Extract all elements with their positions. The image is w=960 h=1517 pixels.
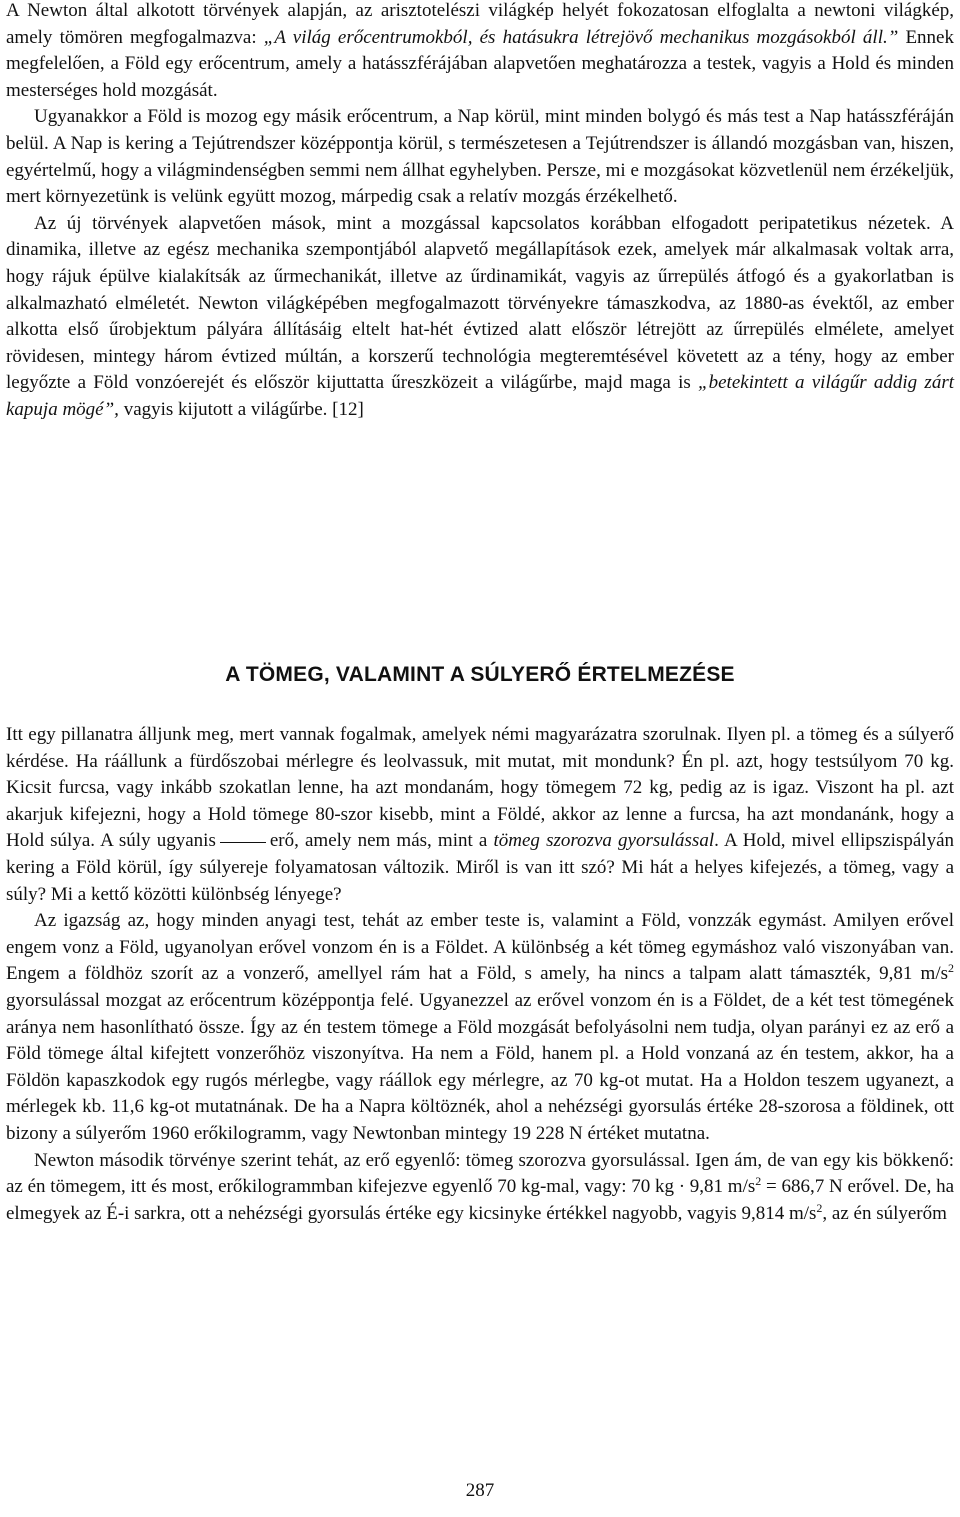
paragraph-attraction — [6, 908, 954, 1147]
page-body-bottom — [6, 722, 954, 1227]
text: Ennek megfelelően, a Föld egy erőcentrum, amely a hatásszférájában alapvetően meghatározza a testek, vagyis a Hold és minden mesterséges hold mozgását. — [6, 26, 954, 101]
paragraph-newton-worldview — [6, 0, 954, 104]
quote-italic: „A világ erőcentrumokból, és hatásukra létrejövő mechanikus mozgásokból áll.” — [263, 26, 899, 48]
text: = 686,7 N erővel. De, ha elmegyek az É-i sarkra, ott a nehézségi gyorsulás értéke egy kicsinyke értékkel nagyobb, vagyis 9,814 m/s — [6, 1176, 955, 1224]
page-body-top — [6, 0, 954, 424]
text: Az igazság az, hogy minden anyagi test, tehát az ember teste is, valamint a Föld, vonzzák egymást. Amilyen erővel engem vonz a Föld, ugyanolyan erővel vonzom én is a Földet. A különbség a két tömeg egymáshoz való viszonyában van. Engem a földhöz szorít az a vonzerő, amellyel rám hat a Föld, s amely, ha nincs a talpam alatt támaszték, 9,81 m/s — [6, 910, 954, 985]
paragraph-new-laws — [6, 211, 954, 424]
page-number: 287 — [465, 1480, 495, 1501]
quote-italic: „betekintett a világűr addig zárt kapuja mögé”, — [6, 372, 954, 420]
text: Az új törvények alapvetően mások, mint a mozgással kapcsolatos korábban elfogadott peripatetikus nézetek. A dinamika, illetve az egész mechanika szempontjából alapvető megállapítások ezek, amelyek már alkalmasak voltak arra, hogy rájuk épülve kialakítsák az űrmechanikát, illetve az űrdinamikát, vagyis az űrrepülés átfogó és a gyakorlatban is alkalmazható elméletét. Newton világképében megfogalmazott törvényekre támaszkodva, az 1880-as évektől, az ember alkotta első űrobjektum pályára állításáig eltelt hat-hét évtized alatt először létrejött az űrrepülés elmélete, amelyet rövidesen, mintegy három évtized múltán, a korszerű technológia megteremtésével követett az a tény, hogy az ember legyőzte a Föld vonzóerejét és először kijuttatta űreszközeit a világűrbe, majd maga is — [6, 212, 954, 394]
paragraph-earth-sun: Ugyanakkor a Föld is mozog egy másik erőcentrum, a Nap körül, mint minden bolygó és más test a Nap hatásszféráján belül. A Nap is kering a Tejútrendszer középpontja körül, s természetesen a Tejútrendszer is állandó mozgásban van, hiszen, egyértelmű, hogy a világmindenségben semmi nem állhat egyhelyben. Persze, mi e mozgásokat közvetlenül nem érzékeljük, mert környezetünk is velünk együtt mozog, márpedig csak a relatív mozgás érzékelhető. — [6, 106, 954, 208]
text: vagyis kijutott a világűrbe. [12] — [118, 398, 364, 420]
paragraph-newton-second-law — [6, 1148, 954, 1228]
text: , az én súlyerőm — [822, 1202, 947, 1224]
text: . A Hold, mivel ellipszispályán kering a Föld körül, így súlyereje folyamatosan változik. Miről is van itt szó? Mi hát a helyes kifejezés, a tömeg, vagy a súly? Mi a kettő közötti különbség lényege? — [6, 830, 954, 905]
text: erő, amely nem más, mint a — [269, 830, 494, 852]
text: gyorsulással mozgat az erőcentrum középpontja felé. Ugyanezzel az erővel vonzom én is a Földet, de a két test tömegének aránya nem hasonlítható össze. Így az én testem tömege a Föld mozgását befolyásolni nem tudja, olyan parányi ez az erő a Föld tömege által kifejtett vonzerőhöz viszonyítva. Ha nem a Föld, hanem pl. a Hold vonzaná az én testem, akkor, ha a Földön kapaszkodok egy rugós mérlegbe, vagy ráállok egy mérlegre, az 70 kg-ot mutat. Ha a Holdon teszem ugyanezt, a mérlegek kb. 11,6 kg-ot mutatnának. De ha a Napra költöznék, ahol a nehézségi gyorsulás értéke 28-szorosa a földinek, ott bizony a súlyerőm 1960 erőkilogramm, vagy Newtonban mintegy 19 228 N értéket mutatna. — [6, 989, 954, 1144]
paragraph-mass-weight — [6, 722, 954, 908]
text: A Newton által alkotott törvények alapján, az arisztotelészi világkép helyét fokozatosan elfoglalta a newtoni világkép, amely tömören megfogalmazva: — [6, 0, 954, 48]
italic-text: tömeg szorozva gyorsulással — [493, 830, 715, 852]
superscript: 2 — [816, 1200, 823, 1215]
section-heading: A TÖMEG, VALAMINT A SÚLYERŐ ÉRTELMEZÉSE — [225, 663, 735, 686]
em-dash-line — [220, 842, 266, 843]
superscript: 2 — [755, 1174, 762, 1189]
superscript: 2 — [948, 961, 954, 976]
text: Newton második törvénye szerint tehát, az erő egyenlő: tömeg szorozva gyorsulással. Igen ám, de van egy kis bökkenő: az én tömegem, itt és most, erőkilogrammban kifejezve egyenlő 70 kg-mal, vagy: 70 kg · 9,81 m/s — [6, 1149, 954, 1198]
text: Itt egy pillanatra álljunk meg, mert vannak fogalmak, amelyek némi magyarázatra szorulnak. Ilyen pl. a tömeg és a súlyerő kérdése. Ha ráállunk a fürdőszobai mérlegre és leolvassuk, mit mutat, mit mondunk? Én pl. azt, hogy testsúlyom 70 kg. Kicsit furcsa, vagy inkább szokatlan lenne, ha azt mondanám, hogy tömegem 72 kg, pedig az is igaz. Viszont ha pl. azt akarjuk kifejezni, hogy a Hold tömege 80-szor kisebb, mint a Földé, akkor az lenne a furcsa, ha azt mondanánk, hogy a Hold súlya. A súly ugyanis — [6, 724, 954, 852]
